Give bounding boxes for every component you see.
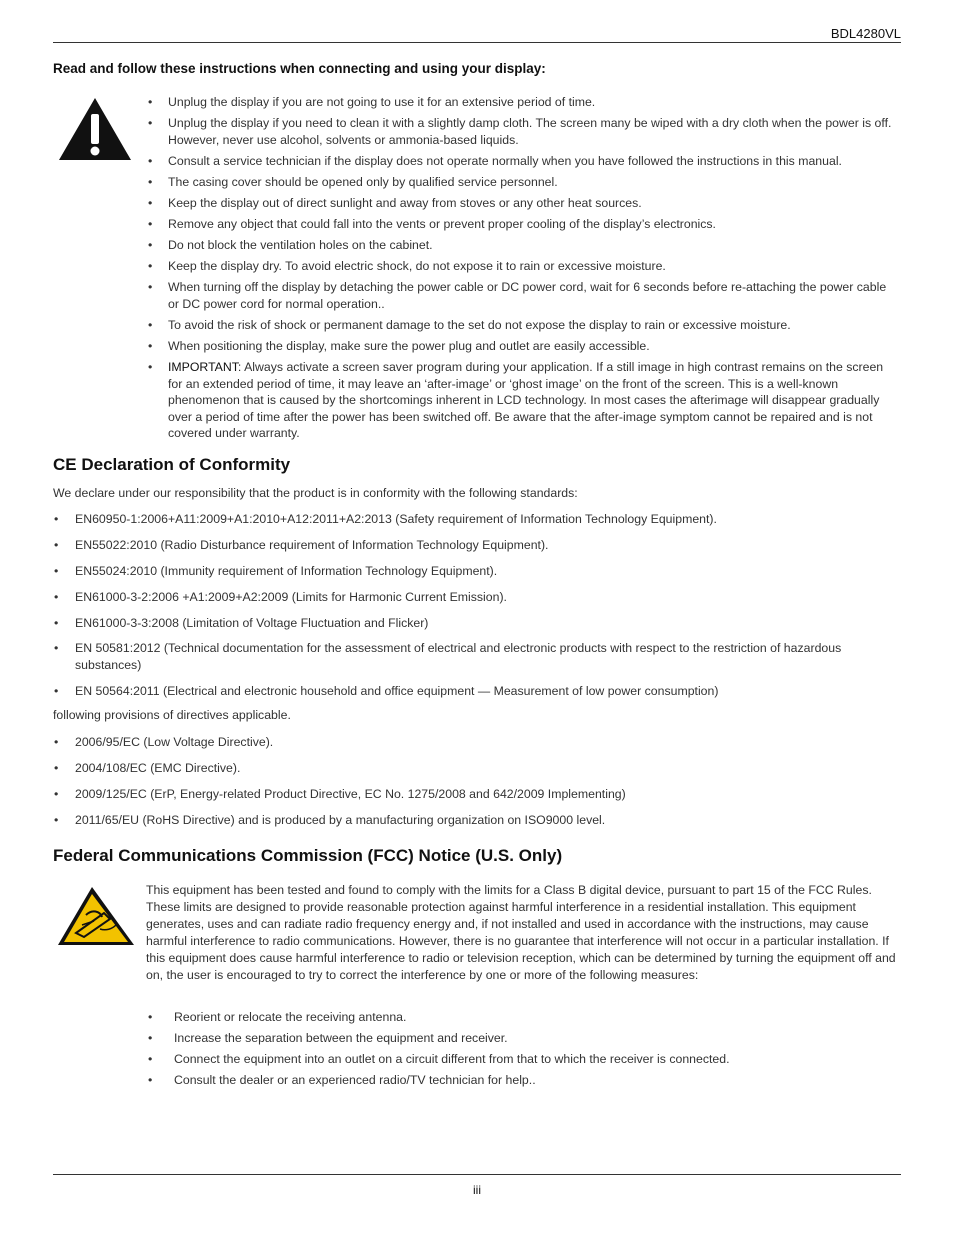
fcc-title: Federal Communications Commission (FCC) Notice (U.S. Only)	[53, 846, 563, 865]
list-item: • 2011/65/EU (RoHS Directive) and is produced by a manufacturing organization on ISO9000 level.	[53, 812, 863, 829]
header-divider	[53, 42, 901, 43]
list-item: • Remove any object that could fall into the vents or prevent proper cooling of the display’s electronics.	[146, 216, 892, 233]
list-item: • Reorient or relocate the receiving antenna.	[146, 1009, 892, 1026]
list-item: • EN60950-1:2006+A11:2009+A1:2010+A12:2011+A2:2013 (Safety requirement of Information Technology Equipment).	[53, 511, 863, 528]
list-item: • Unplug the display if you are not going to use it for an extensive period of time.	[146, 94, 892, 111]
safety-list	[146, 94, 892, 446]
fcc-body: This equipment has been tested and found to comply with the limits for a Class B digital device, pursuant to part 15 of the FCC Rules. These limits are designed to provide reasonable protection against harmful interference in a residential installation. This equipment generates, uses and can radiate radio frequency energy and, if not installed and used in accordance with the instructions, may cause harmful interference to radio communications. However, there is no guarantee that interference will not occur in a particular installation. If this equipment does cause harmful interference to radio or television reception, which can be determined by turning the equipment off and on, the user is encouraged to try to correct the interference by one or more of the following measures:	[146, 883, 896, 982]
ce-intro: We declare under our responsibility that the product is in conformity with the following standards:	[53, 486, 578, 500]
page-number: iii	[473, 1183, 481, 1197]
list-item: • Unplug the display if you need to clean it with a slightly damp cloth. The screen many be wiped with a dry cloth when the power is off. However, never use alcohol, solvents or ammonia-based liquids.	[146, 115, 892, 148]
list-item: • EN61000-3-3:2008 (Limitation of Voltage Fluctuation and Flicker)	[53, 615, 863, 632]
important-item	[146, 359, 892, 442]
list-item: • To avoid the risk of shock or permanent damage to the set do not expose the display to rain or excessive moisture.	[146, 317, 892, 334]
list-item: • 2009/125/EC (ErP, Energy-related Product Directive, EC No. 1275/2008 and 642/2009 Implementing)	[53, 786, 863, 803]
list-item: • Connect the equipment into an outlet on a circuit different from that to which the receiver is connected.	[146, 1051, 892, 1068]
list-item: • The casing cover should be opened only by qualified service personnel.	[146, 174, 892, 191]
list-item: • When positioning the display, make sure the power plug and outlet are easily accessible.	[146, 338, 892, 355]
list-item: • Consult a service technician if the display does not operate normally when you have followed the instructions in this manual.	[146, 153, 892, 170]
note-hand-icon	[56, 885, 136, 947]
list-item: • 2006/95/EC (Low Voltage Directive).	[53, 734, 863, 751]
list-item: • When turning off the display by detaching the power cable or DC power cord, wait for 6 seconds before re-attaching the power cable or DC power cord for normal operation..	[146, 279, 892, 312]
list-item: • Keep the display out of direct sunlight and away from stoves or any other heat sources.	[146, 195, 892, 212]
directives-intro: following provisions of directives applicable.	[53, 708, 291, 722]
list-item: • EN55024:2010 (Immunity requirement of Information Technology Equipment).	[53, 563, 863, 580]
list-item: • Increase the separation between the equipment and receiver.	[146, 1030, 892, 1047]
list-item: • EN 50564:2011 (Electrical and electronic household and office equipment — Measurement of low power consumption)	[53, 683, 863, 700]
list-item: • Do not block the ventilation holes on the cabinet.	[146, 237, 892, 254]
safety-intro: Read and follow these instructions when connecting and using your display:	[53, 61, 546, 76]
list-item: • EN55022:2010 (Radio Disturbance requirement of Information Technology Equipment).	[53, 537, 863, 554]
list-item: • 2004/108/EC (EMC Directive).	[53, 760, 863, 777]
fcc-measures-list	[146, 1009, 892, 1093]
list-item: • Consult the dealer or an experienced radio/TV technician for help..	[146, 1072, 892, 1089]
list-item: • EN61000-3-2:2006 +A1:2009+A2:2009 (Limits for Harmonic Current Emission).	[53, 589, 863, 606]
directives-list	[53, 734, 863, 838]
important-text: : Always activate a screen saver program during your application. If a still image in high contrast remains on the screen for an extended period of time, it may leave an ‘after-image’ or ‘ghost image’ on the front of the screen. This is a well-known phenomenon that is caused by the shortcomings inherent in LCD technology. In most cases the afterimage will disappear gradually over a period of time after the power has been switched off. Be aware that the after-image symptom cannot be repaired and is not covered under warranty.	[168, 360, 884, 441]
warning-triangle-icon	[57, 96, 133, 162]
list-item: • EN 50581:2012 (Technical documentation for the assessment of electrical and electronic products with respect to the restriction of hazardous substances)	[53, 640, 863, 674]
list-item: • Keep the display dry. To avoid electric shock, do not expose it to rain or excessive moisture.	[146, 258, 892, 275]
important-label: IMPORTANT	[168, 360, 238, 375]
ce-title: CE Declaration of Conformity	[53, 455, 291, 474]
model-number: BDL4280VL	[830, 26, 901, 41]
footer-divider	[53, 1174, 901, 1175]
standards-list	[53, 511, 863, 709]
